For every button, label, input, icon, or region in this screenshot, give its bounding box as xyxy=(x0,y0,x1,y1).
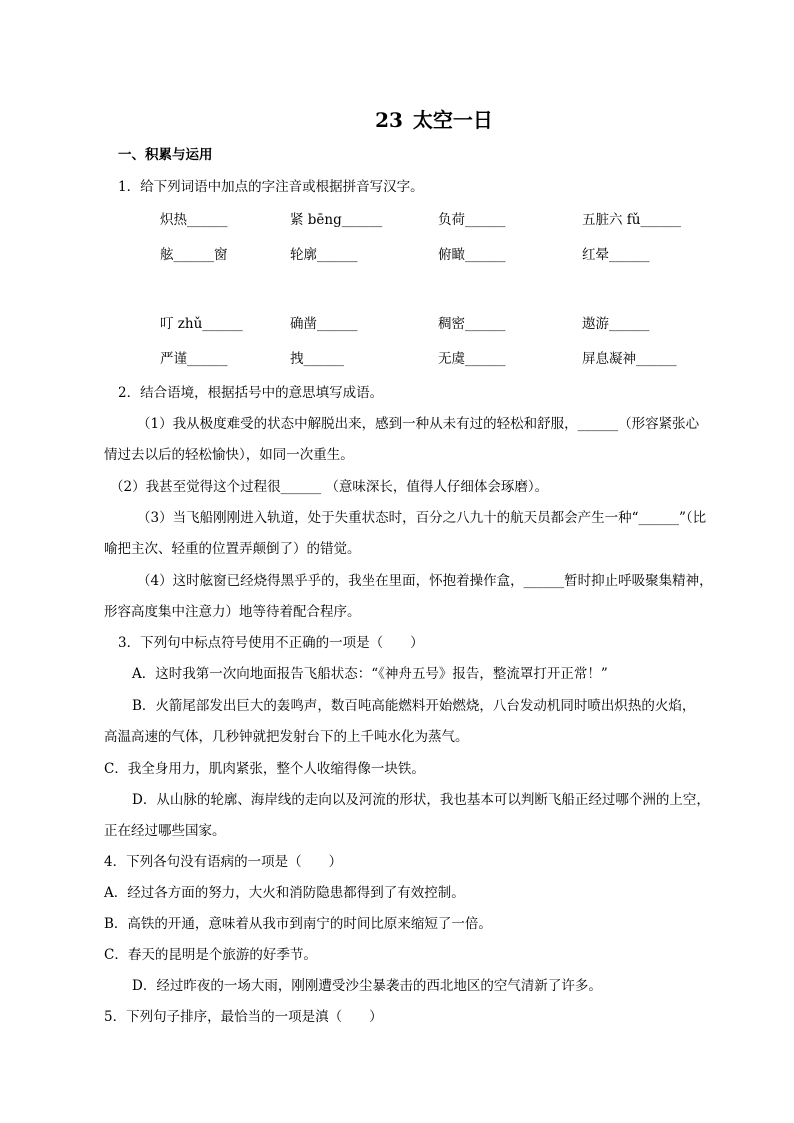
q1-item: 红晕______ xyxy=(582,247,650,263)
q1-item: 紧 bēng______ xyxy=(290,212,383,228)
q1-item: 拽______ xyxy=(290,351,344,367)
q2-line: 形容高度集中注意力）地等待着配合程序。 xyxy=(104,604,361,620)
q2-line: （3）当飞船刚刚进入轨道，处于失重状态时，百分之八九十的航天员都会产生一种“______”（比 xyxy=(137,510,707,526)
q2-line: （2）我甚至觉得这个过程很______ （意味深长，值得人仔细体会琢磨）。 xyxy=(110,479,549,495)
q1-item: 五脏六 fǔ______ xyxy=(582,212,681,228)
q1-item: 舷______窗 xyxy=(160,247,228,263)
q3-option-d: D．从山脉的轮廓、海岸线的走向以及河流的形状，我也基本可以判断飞船正经过哪个洲的上空， xyxy=(132,792,710,808)
section-heading: 一、积累与运用 xyxy=(118,147,213,163)
q3-option-b-cont: 高温高速的气体，几秒钟就把发射台下的上千吨水化为蒸气。 xyxy=(104,729,469,745)
q1-item: 叮 zhǔ______ xyxy=(160,316,243,332)
q1-item: 确凿______ xyxy=(290,316,358,332)
q2-line: （4）这时舷窗已经烧得黑乎乎的，我坐在里面，怀抱着操作盒，______暂时抑止呼吸聚集精神， xyxy=(137,573,713,589)
q1-item: 负荷______ xyxy=(438,212,506,228)
q3-stem: 3．下列句中标点符号使用不正确的一项是（ ） xyxy=(118,635,424,651)
q1-item: 遨游______ xyxy=(582,316,650,332)
q4-stem: 4．下列各句没有语病的一项是（ ） xyxy=(104,854,343,870)
q4-option-c: C．春天的昆明是个旅游的好季节。 xyxy=(104,947,317,963)
q4-option-d: D．经过昨夜的一场大雨，刚刚遭受沙尘暴袭击的西北地区的空气清新了许多。 xyxy=(132,978,602,994)
q2-line: 喻把主次、轻重的位置弄颠倒了）的错觉。 xyxy=(104,541,361,557)
q2-line: （1）我从极度难受的状态中解脱出来，感到一种从未有过的轻松和舒服，______（形容紧张心 xyxy=(137,416,700,432)
q2-line: 情过去以后的轻松愉快），如同一次重生。 xyxy=(104,447,354,463)
q1-item: 无虞______ xyxy=(438,351,506,367)
q1-item: 严谨______ xyxy=(160,351,228,367)
q4-option-b: B．高铁的开通，意味着从我市到南宁的时间比原来缩短了一倍。 xyxy=(104,916,492,932)
q1-item: 稠密______ xyxy=(438,316,506,332)
q3-option-a: A．这时我第一次向地面报告飞船状态：“《神舟五号》报告，整流罩打开正常！” xyxy=(132,666,608,682)
lesson-number: 23 xyxy=(375,108,403,132)
q5-stem: 5．下列句子排序，最恰当的一项是滇（ ） xyxy=(104,1009,383,1025)
page-title xyxy=(0,104,794,133)
q2-stem: 2．结合语境，根据括号中的意思填写成语。 xyxy=(118,385,384,401)
lesson-title: 太空一日 xyxy=(412,108,493,132)
q3-option-b: B．火箭尾部发出巨大的轰鸣声，数百吨高能燃料开始燃烧，八台发动机同时喷出炽热的火焰， xyxy=(132,698,696,714)
q4-option-a: A．经过各方面的努力，大火和消防隐患都得到了有效控制。 xyxy=(104,885,465,901)
q1-item: 轮廓______ xyxy=(290,247,358,263)
q1-item: 炽热______ xyxy=(160,212,228,228)
q1-item: 屏息凝神______ xyxy=(582,351,677,367)
q3-option-d-cont: 正在经过哪些国家。 xyxy=(104,823,226,839)
q3-option-c: C．我全身用力，肌肉紧张，整个人收缩得像一块铁。 xyxy=(104,761,425,777)
q1-item: 俯瞰______ xyxy=(438,247,506,263)
q1-stem: 1．给下列词语中加点的字注音或根据拼音写汉字。 xyxy=(118,179,424,195)
